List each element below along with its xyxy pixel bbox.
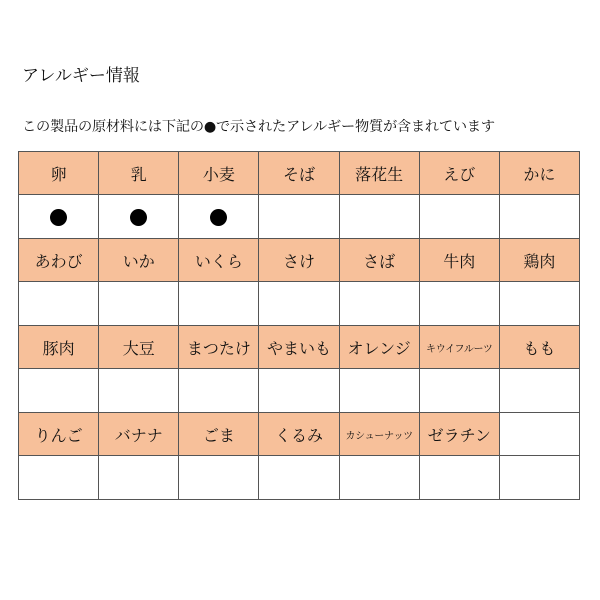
allergen-mark-cell [499, 456, 579, 500]
allergen-table-body [19, 152, 580, 500]
allergen-name-cell: キウイフルーツ [419, 326, 499, 369]
allergen-name-cell: いか [99, 239, 179, 282]
allergen-name-cell: くるみ [259, 413, 339, 456]
allergen-name-cell: まつたけ [179, 326, 259, 369]
allergen-name-cell: ごま [179, 413, 259, 456]
allergen-mark-cell [339, 456, 419, 500]
allergen-name-cell: あわび [19, 239, 99, 282]
allergen-mark-cell [419, 282, 499, 326]
allergen-name-cell: オレンジ [339, 326, 419, 369]
allergen-name-cell: バナナ [99, 413, 179, 456]
allergen-mark-row [19, 369, 580, 413]
allergen-name-cell: 卵 [19, 152, 99, 195]
allergen-mark-cell [419, 195, 499, 239]
allergen-name-cell: いくら [179, 239, 259, 282]
allergen-name-cell: 落花生 [339, 152, 419, 195]
allergen-table [18, 151, 580, 500]
allergen-mark-cell [19, 369, 99, 413]
allergen-name-row [19, 413, 580, 456]
allergen-name-cell: そば [259, 152, 339, 195]
allergen-mark-cell [339, 195, 419, 239]
allergen-name-row [19, 326, 580, 369]
allergen-mark-cell [19, 195, 99, 239]
allergen-mark-cell [179, 369, 259, 413]
allergen-mark-cell [419, 369, 499, 413]
allergen-mark-row [19, 195, 580, 239]
allergen-mark-row [19, 456, 580, 500]
allergen-mark-cell [179, 195, 259, 239]
allergen-mark-cell [419, 456, 499, 500]
allergen-name-row [19, 152, 580, 195]
allergen-mark-cell [19, 456, 99, 500]
allergen-name-cell: さけ [259, 239, 339, 282]
allergen-name-cell: 豚肉 [19, 326, 99, 369]
allergen-name-cell [499, 413, 579, 456]
allergen-mark-cell [259, 369, 339, 413]
allergen-name-cell: もも [499, 326, 579, 369]
allergen-name-cell: カシューナッツ [339, 413, 419, 456]
allergen-name-row [19, 239, 580, 282]
allergen-name-cell: ゼラチン [419, 413, 499, 456]
allergen-mark-cell [499, 369, 579, 413]
page-title: アレルギー情報 [22, 66, 140, 86]
allergen-mark-cell [99, 282, 179, 326]
allergen-mark-cell [99, 369, 179, 413]
allergen-mark-cell [339, 369, 419, 413]
allergen-name-cell: さば [339, 239, 419, 282]
allergen-note: この製品の原材料には下記の●で示されたアレルギー物質が含まれています [22, 119, 495, 135]
filled-circle-icon [210, 209, 227, 226]
allergen-mark-cell [259, 282, 339, 326]
allergen-mark-cell [339, 282, 419, 326]
allergen-mark-cell [179, 456, 259, 500]
allergen-name-cell: えび [419, 152, 499, 195]
allergen-name-cell: 牛肉 [419, 239, 499, 282]
allergen-name-cell: りんご [19, 413, 99, 456]
allergen-mark-row [19, 282, 580, 326]
allergen-mark-cell [499, 195, 579, 239]
allergen-mark-cell [259, 456, 339, 500]
filled-circle-icon [130, 209, 147, 226]
allergen-name-cell: 大豆 [99, 326, 179, 369]
allergen-name-cell: 乳 [99, 152, 179, 195]
allergen-mark-cell [499, 282, 579, 326]
allergen-name-cell: かに [499, 152, 579, 195]
filled-circle-icon [50, 209, 67, 226]
allergen-name-cell: やまいも [259, 326, 339, 369]
allergen-mark-cell [99, 195, 179, 239]
allergen-mark-cell [179, 282, 259, 326]
allergen-mark-cell [99, 456, 179, 500]
allergen-name-cell: 鶏肉 [499, 239, 579, 282]
allergen-mark-cell [259, 195, 339, 239]
allergen-mark-cell [19, 282, 99, 326]
allergen-name-cell: 小麦 [179, 152, 259, 195]
